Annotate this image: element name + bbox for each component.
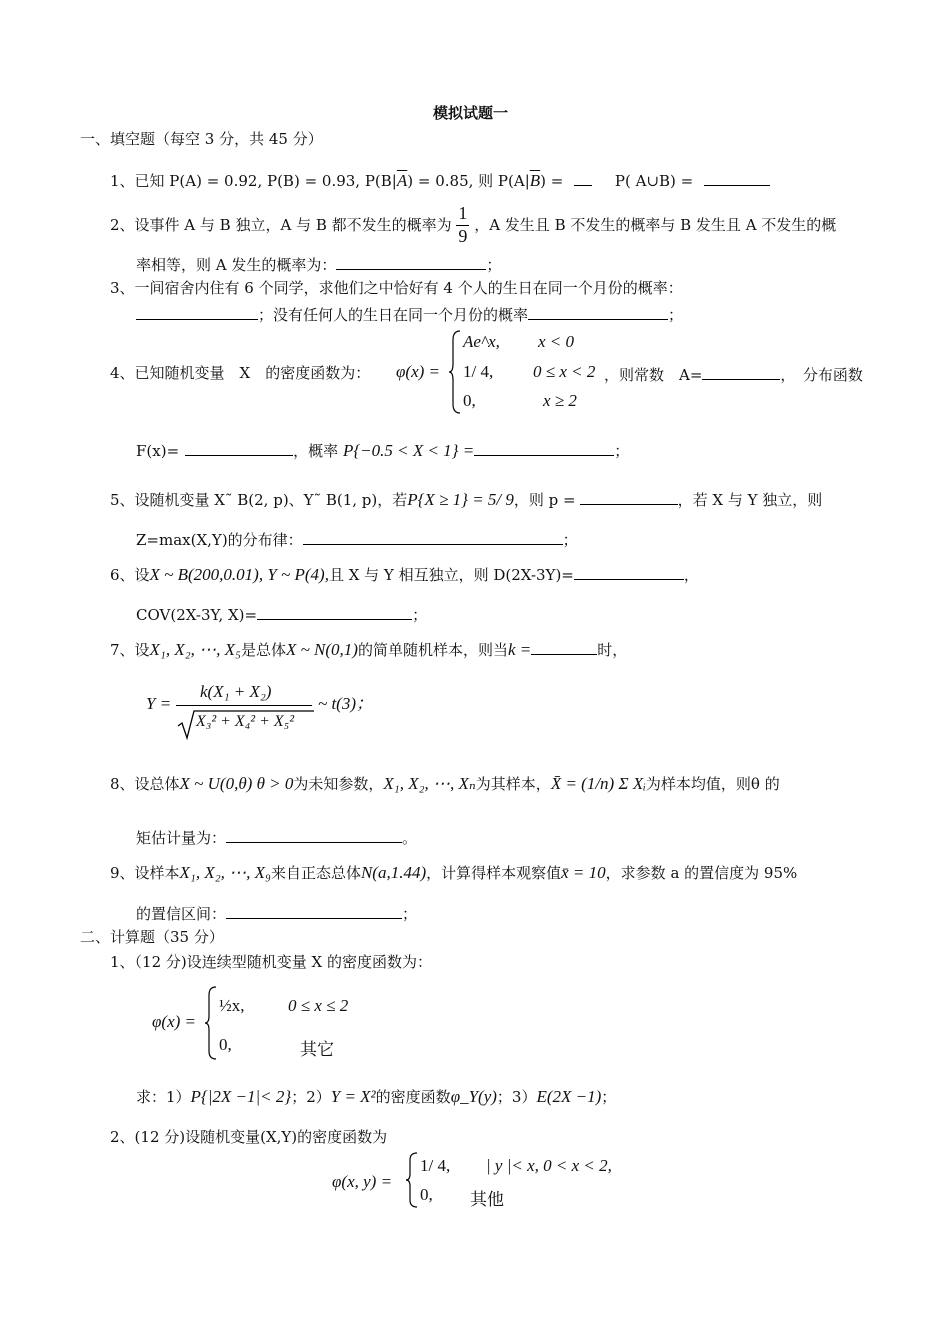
q2-fraction <box>456 203 469 247</box>
c1-case1-right: 0 ≤ x ≤ 2 <box>288 996 349 1015</box>
c2-case2-left: 0, <box>420 1185 433 1204</box>
q5-text-a: 5、设随机变量 X˜ B(2, p)、Y˜ B(1, p)，若 <box>110 491 408 509</box>
q3-answer-blank-2[interactable] <box>528 304 668 320</box>
q8-text-a: 8、设总体 <box>110 775 180 793</box>
q5-text-d: Z=max(X,Y)的分布律： <box>136 531 303 549</box>
q7-sample-math: X₁, X₂, ⋯, X₅ <box>149 640 241 659</box>
q7-fraction-bar <box>176 705 312 706</box>
q4-text-b: ，则常数 A= <box>604 366 703 384</box>
question-4-line2 <box>136 440 629 461</box>
q8-end: 。 <box>402 829 418 847</box>
q9-text-a: 9、设样本 <box>110 864 180 882</box>
q6-answer-blank-cov[interactable] <box>257 604 412 620</box>
q3-text-a: 3、一间宿舍内住有 6 个同学，求他们之中恰好有 4 个人的生日在同一个月份的概率： <box>110 279 683 297</box>
q2-answer-blank[interactable] <box>336 254 486 270</box>
q2-frac-numerator: 1 <box>456 203 469 226</box>
q5-answer-blank-dist[interactable] <box>303 529 563 545</box>
q7-t-dist: ~ t(3)； <box>318 694 373 713</box>
question-2 <box>110 203 836 247</box>
calc-1-asks <box>136 1087 616 1107</box>
q8-text-d: 为样本均值，则θ 的 <box>645 775 780 793</box>
q2-end: ； <box>486 256 502 274</box>
c2-text-a: 2、(12 分)设随机变量(X,Y)的密度函数为 <box>110 1128 388 1146</box>
question-1 <box>110 170 770 191</box>
q6-answer-blank-d[interactable] <box>574 564 684 580</box>
calc-2 <box>110 1128 387 1146</box>
question-7 <box>110 639 627 660</box>
q8-sample-math: X₁, X₂, ⋯, Xₙ <box>383 774 476 793</box>
c1-text-b: 求：1） <box>136 1088 191 1106</box>
c1-m4: E(2X −1) <box>536 1087 602 1106</box>
question-6-line2 <box>136 604 427 624</box>
q4-answer-blank-a[interactable] <box>702 364 780 380</box>
q7-numerator: k(X₁ + X₂) <box>200 682 272 701</box>
q9-text-d: ，求参数 a 的置信度为 95% <box>605 864 798 882</box>
c1-text-e: ；3） <box>496 1088 537 1106</box>
q9-text-e: 的置信区间： <box>136 905 227 923</box>
q3-answer-blank-1[interactable] <box>136 304 258 320</box>
q1-text-a: 1、已知 P(A) = 0.92, P(B) = 0.93, P(B| <box>110 172 397 190</box>
question-9 <box>110 863 797 883</box>
q6-text-d: COV(2X-3Y, X)= <box>136 606 258 624</box>
c2-case2-right: 其他 <box>470 1190 504 1209</box>
q8-math: X ~ U(0,θ) θ > 0 <box>179 774 294 793</box>
section-heading-calculation: 二、计算题（35 分） <box>80 928 224 946</box>
q4-answer-blank-fx[interactable] <box>185 440 293 456</box>
c1-case1-left: ½x, <box>219 996 245 1015</box>
q9-sample-math: X₁, X₂, ⋯, X₉ <box>179 863 271 882</box>
q4-text-e: ，概率 <box>293 442 339 460</box>
q5-text-b: ，则 p = <box>513 491 576 509</box>
q2-text-b: ，A 发生且 B 不发生的概率与 B 发生且 A 不发生的概 <box>474 216 837 235</box>
q4-case3-right: x ≥ 2 <box>543 391 577 410</box>
q9-text-b: 来自正态总体 <box>270 864 361 882</box>
q4-text-c: ， 分布函数 <box>780 366 863 384</box>
q9-end: ； <box>402 905 418 923</box>
q2-frac-denominator: 9 <box>458 225 468 246</box>
q8-answer-blank[interactable] <box>226 827 402 843</box>
q8-mean-math: X̄ = (1/n) Σ Xᵢ <box>550 774 646 793</box>
c2-brace-icon <box>406 1152 418 1208</box>
q4-brace-icon <box>449 330 461 414</box>
question-5 <box>110 489 822 510</box>
page-title: 模拟试题一 <box>433 104 509 122</box>
q6-math: X ~ B(200,0.01), Y ~ P(4), <box>149 565 329 584</box>
c1-text-f: ； <box>601 1088 617 1106</box>
c2-case1-right: | y |< x, 0 < x < 2, <box>486 1156 612 1175</box>
q4-case1-right: x < 0 <box>538 332 575 351</box>
q4-case2-left: 1/ 4, <box>463 362 494 381</box>
q5-prob-math: P{X ≥ 1} = 5/ 9 <box>407 490 514 509</box>
q4-case1-left: Ae^x, <box>463 332 500 351</box>
c1-case2-left: 0, <box>219 1035 232 1054</box>
q4-case3-left: 0, <box>463 391 476 410</box>
q6-end: ； <box>412 606 428 624</box>
q4-case2-right: 0 ≤ x < 2 <box>533 362 596 381</box>
q7-text-a: 7、设 <box>110 641 150 659</box>
c1-text-a: 1、（12 分)设连续型随机变量 X 的密度函数为： <box>110 953 432 971</box>
q1-answer-blank-2[interactable] <box>704 170 770 186</box>
question-6 <box>110 564 699 585</box>
q2-text-c: 率相等，则 A 发生的概率为： <box>136 256 337 274</box>
q8-text-c: 为其样本， <box>475 775 551 793</box>
q8-text-e: 矩估计量为： <box>136 829 227 847</box>
q7-y: Y = <box>146 694 172 713</box>
q9-mean-math: x̄ = 10 <box>561 863 606 882</box>
q4-answer-blank-prob[interactable] <box>474 440 614 456</box>
q5-end: ； <box>562 531 578 549</box>
c1-m1: P{|2X −1|< 2} <box>190 1087 292 1106</box>
question-8 <box>110 774 780 794</box>
q3-text-b: ；没有任何人的生日在同一个月份的概率 <box>258 306 529 324</box>
q6-text-b: 且 X 与 Y 相互独立，则 D(2X-3Y)= <box>328 566 574 584</box>
q7-denominator: X₃² + X₄² + X₅² <box>196 713 294 730</box>
question-4-text <box>110 364 370 382</box>
q5-text-c: ，若 X 与 Y 独立，则 <box>677 491 823 509</box>
q4-end: ； <box>614 442 630 460</box>
calc-1 <box>110 953 432 971</box>
q9-dist-math: N(a,1.44) <box>360 863 427 882</box>
q4-text-d: F(x)= <box>136 442 180 460</box>
c2-phi: φ(x, y) = <box>332 1172 393 1191</box>
q5-answer-blank-p[interactable] <box>580 489 678 505</box>
q3-end: ； <box>668 306 684 324</box>
c1-m2: Y = X² <box>330 1087 376 1106</box>
q4-prob-math: P{−0.5 < X < 1} = <box>342 441 475 460</box>
question-2-line2 <box>136 254 501 274</box>
q1-bar-a: $\overline{A}$ <box>396 171 408 190</box>
q7-dist-math: X ~ N(0,1) <box>285 640 358 659</box>
q7-k-math: k = <box>507 640 532 659</box>
section-heading-fill-in: 一、填空题（每空 3 分，共 45 分） <box>80 130 323 148</box>
question-3-line2 <box>136 304 683 324</box>
q8-text-b: 为未知参数， <box>293 775 384 793</box>
q6-text-c: ， <box>683 566 699 584</box>
c1-brace-icon <box>205 986 217 1060</box>
q7-text-c: 的简单随机样本，则当 <box>357 641 508 659</box>
question-4-right <box>604 364 863 384</box>
c1-phi: φ(x) = <box>152 1012 196 1031</box>
q1-answer-blank-1[interactable] <box>574 170 592 186</box>
q1-bar-b: $\overline{B}$ <box>529 171 541 190</box>
q7-text-b: 是总体 <box>240 641 286 659</box>
c1-case2-right: 其它 <box>300 1040 334 1059</box>
q1-text-b: ) = 0.85, 则 P(A| <box>407 172 530 190</box>
question-5-line2 <box>136 529 578 549</box>
c1-text-c: ；2） <box>291 1088 331 1106</box>
q9-answer-blank[interactable] <box>226 903 402 919</box>
q2-text-a: 2、设事件 A 与 B 独立，A 与 B 都不发生的概率为 <box>110 216 452 235</box>
q7-answer-blank-k[interactable] <box>531 639 597 655</box>
question-3 <box>110 279 683 297</box>
q4-phi: φ(x) = <box>396 362 440 381</box>
c1-m3: φ_Y(y) <box>450 1087 497 1106</box>
q9-text-c: ，计算得样本观察值 <box>426 864 562 882</box>
question-9-line2 <box>136 903 417 923</box>
q1-text-d: P( A∪B) = <box>614 172 694 190</box>
q1-text-c: ) = <box>540 172 564 190</box>
question-8-line2 <box>136 827 417 847</box>
c1-text-d: 的密度函数 <box>375 1088 451 1106</box>
q4-text-a: 4、已知随机变量 X 的密度函数为： <box>110 364 371 382</box>
q6-text-a: 6、设 <box>110 566 150 584</box>
c2-case1-left: 1/ 4, <box>420 1156 451 1175</box>
q7-text-d: 时， <box>597 641 628 659</box>
